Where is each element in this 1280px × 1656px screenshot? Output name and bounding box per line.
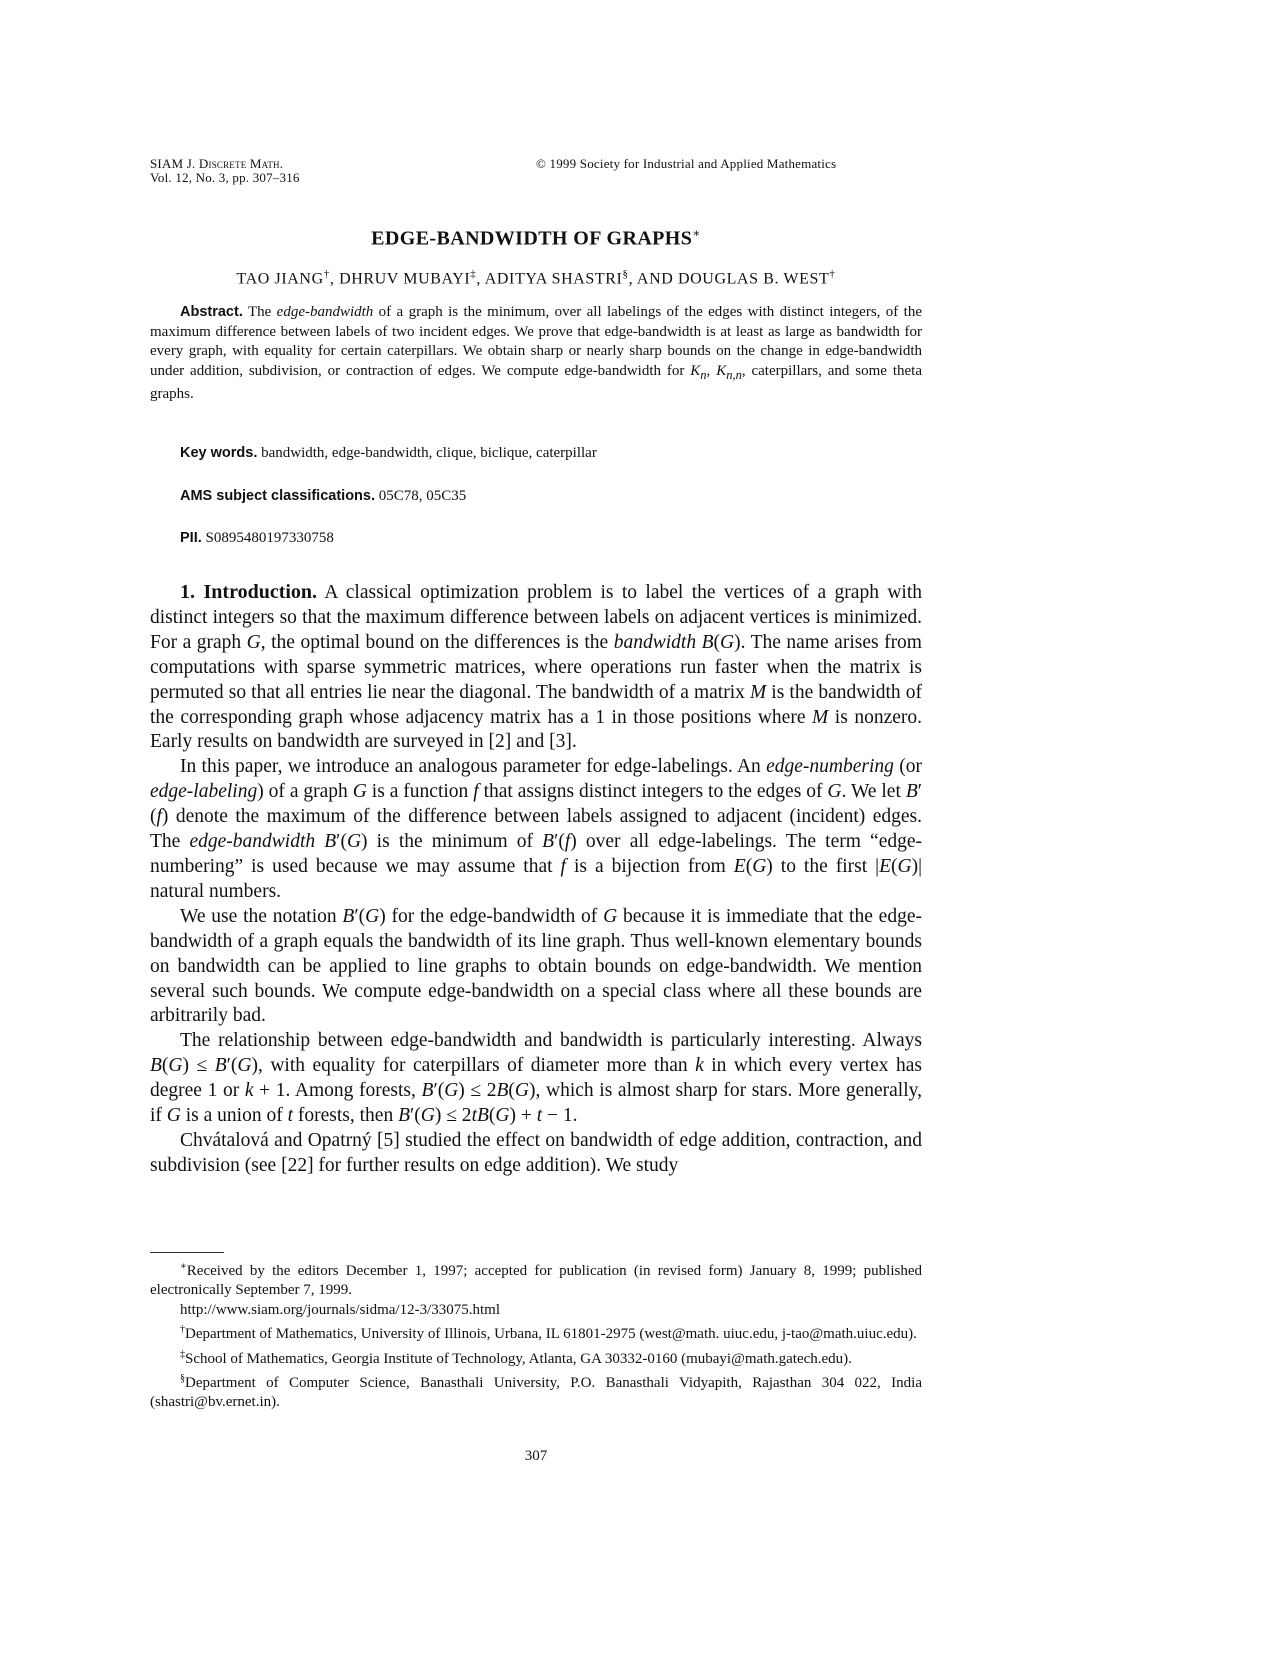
journal-name: SIAM J. Discrete Math. — [150, 156, 284, 171]
author-list: TAO JIANG†, DHRUV MUBAYI‡, ADITYA SHASTRI§, AND DOUGLAS B. WEST† — [236, 268, 836, 288]
paragraph: We use the notation B′(G) for the edge-bandwidth of G because it is immediate that the edge-bandwidth of a graph equals the bandwidth of its line graph. Thus well-known elementary bounds on bandwidth can be applied to line graphs to obtain bounds on edge-bandwidth. We mention several such bounds. We compute edge-bandwidth on a special class where all these bounds are arbitrarily bad. — [150, 905, 922, 1027]
pii-line — [180, 530, 334, 547]
author-mark: ‡ — [470, 268, 477, 280]
keywords-label: Key words. — [180, 445, 258, 461]
paper-title — [150, 226, 922, 251]
paragraph: In this paper, we introduce an analogous parameter for edge-labelings. An edge-numbering (or edge-labeling) of a graph G is a function f that assigns distinct integers to the edges of G. We let B′(f) denote the maximum of the difference between labels assigned to adjacent (incident) edges. The edge-bandwidth B′(G) is the minimum of B′(f) over all edge-labelings. The term “edge-numbering” is used because we may assume that f is a bijection from E(G) to the first |E(G)| natural numbers. — [150, 756, 922, 902]
footnote-rule — [150, 1252, 224, 1253]
journal-volume: Vol. 12, No. 3, pp. 307–316 — [150, 170, 300, 185]
pii-code: S0895480197330758 — [205, 530, 334, 546]
title-footnote-mark: ∗ — [692, 226, 701, 240]
footnote-url: http://www.siam.org/journals/sidma/12-3/33075.html — [180, 1301, 500, 1318]
author-name: DOUGLAS B. WEST — [677, 270, 830, 288]
copyright-notice: © 1999 Society for Industrial and Applied Mathematics — [536, 156, 837, 171]
author-name: ADITYA SHASTRI — [484, 270, 623, 288]
pii-label: PII. — [180, 530, 202, 546]
section-heading: 1. Introduction. — [180, 581, 318, 603]
abstract-label: Abstract. — [180, 304, 243, 320]
author-mark: † — [829, 268, 836, 280]
footnote-mark: † — [180, 1324, 185, 1336]
author-name: TAO JIANG — [236, 270, 324, 288]
footnote-mark: ∗ — [180, 1261, 187, 1272]
introduction-body — [150, 580, 922, 1179]
author-name: DHRUV MUBAYI — [339, 270, 471, 288]
ams-codes: 05C78, 05C35 — [378, 488, 467, 504]
author-mark: § — [622, 268, 629, 280]
paragraph: 1. Introduction. A classical optimization problem is to label the vertices of a graph with distinct integers so that the maximum difference between labels on adjacent vertices is minimized. For a graph G, the optimal bound on the differences is the bandwidth B(G). The name arises from computations with sparse symmetric matrices, where operations run faster when the matrix is permuted so that all entries lie near the diagonal. The bandwidth of a matrix M is the bandwidth of the corresponding graph whose adjacency matrix has a 1 in those positions where M is nonzero. Early results on bandwidth are surveyed in [2] and [3]. — [150, 581, 923, 753]
keywords-line — [180, 445, 597, 462]
author-mark: † — [323, 268, 330, 280]
paragraph: Chvátalová and Opatrný [5] studied the effect on bandwidth of edge addition, contraction, and subdivision (see [22] for further results on edge addition). We study — [150, 1129, 922, 1176]
footnote: †Department of Mathematics, University of Illinois, Urbana, IL 61801-2975 (west@math. uiuc.edu, j-tao@math.uiuc.edu). — [180, 1324, 917, 1343]
page-number: 307 — [524, 1448, 548, 1464]
footnote-mark: § — [180, 1373, 185, 1385]
footnote: ‡School of Mathematics, Georgia Institute of Technology, Atlanta, GA 30332-0160 (mubayi@math.gatech.edu). — [180, 1348, 852, 1367]
ams-label: AMS subject classifications. — [180, 488, 376, 504]
keywords: bandwidth, edge-bandwidth, clique, biclique, caterpillar — [261, 445, 597, 461]
footnote: §Department of Computer Science, Banasthali University, P.O. Banasthali Vidyapith, Rajasthan 304 022, India (shastri@bv.ernet.in). — [150, 1373, 922, 1411]
footnote: ∗Received by the editors December 1, 1997; accepted for publication (in revised form) January 8, 1999; published electronically September 7, 1999. — [150, 1261, 922, 1299]
abstract: Abstract. The edge-bandwidth of a graph is the minimum, over all labelings of the edges with distinct integers, of the maximum difference between labels of two incident edges. We prove that edge-bandwidth is at least as large as bandwidth for every graph, with equality for certain caterpillars. We obtain sharp or nearly sharp bounds on the change in edge-bandwidth under addition, subdivision, or contraction of edges. We compute edge-bandwidth for $K_n$, $K_{n,n}$, caterpillars, and some theta graphs. — [150, 304, 922, 403]
footnote-mark: ‡ — [180, 1348, 185, 1360]
ams-classification-line — [180, 488, 466, 505]
title-text: EDGE-BANDWIDTH OF GRAPHS — [371, 227, 693, 250]
footnotes — [150, 1257, 922, 1413]
paragraph: The relationship between edge-bandwidth and bandwidth is particularly interesting. Always B(G) ≤ B′(G), with equality for caterpillars of diameter more than k in which every vertex has degree 1 or k + 1. Among forests, B′(G) ≤ 2B(G), which is almost sharp for stars. More generally, if G is a union of t forests, then B′(G) ≤ 2tB(G) + t − 1. — [150, 1030, 923, 1127]
